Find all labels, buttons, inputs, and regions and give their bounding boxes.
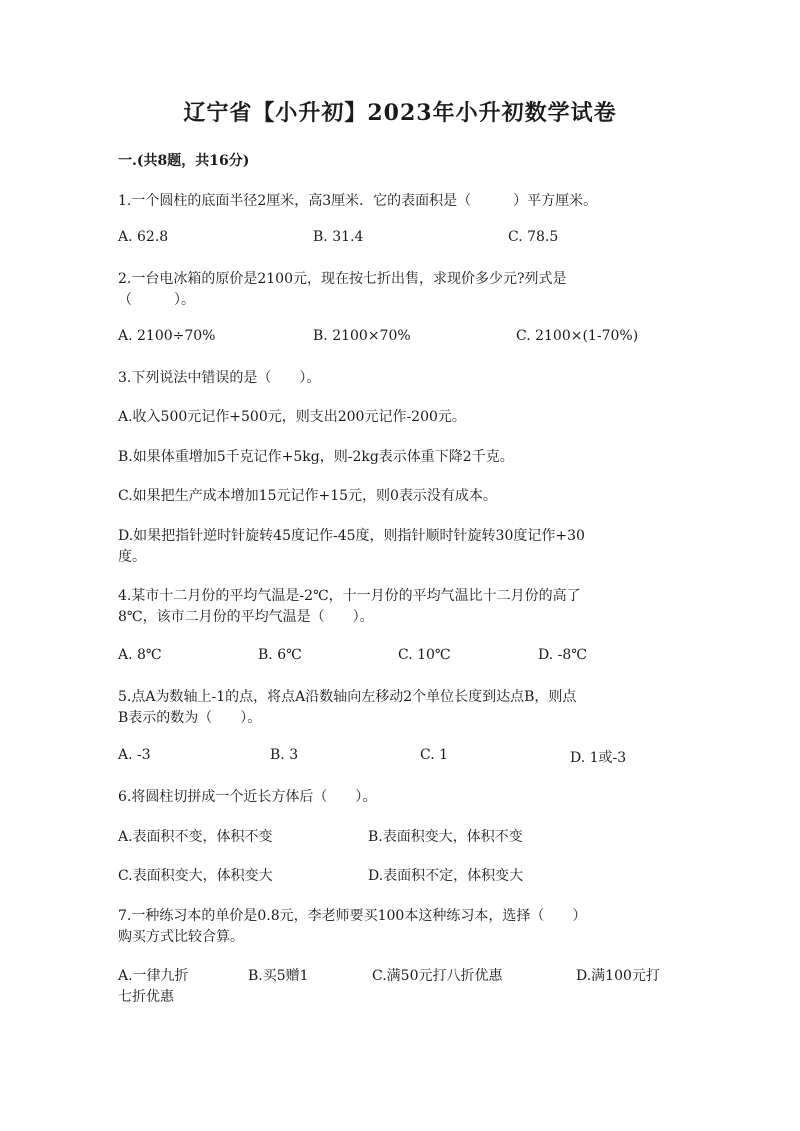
q2-option-c: C. 2100×(1-70%) (516, 328, 639, 344)
q6-option-b: B.表面积变大，体积不变 (368, 829, 523, 845)
exam-title: 辽宁省【小升初】2023年小升初数学试卷 (183, 100, 617, 126)
question-3-stem: 3.下列说法中错误的是（ ）。 (118, 370, 321, 386)
q3-option-d-line2: 度。 (118, 549, 146, 565)
question-4-stem-line2: 8℃，该市二月份的平均气温是（ ）。 (118, 609, 374, 625)
q5-option-d: D. 1或-3 (570, 750, 627, 766)
q5-option-b: B. 3 (270, 747, 299, 763)
question-4-stem-line1: 4.某市十二月份的平均气温是-2℃，十一月份的平均气温比十二月份的高了 (118, 588, 581, 604)
q1-option-b: B. 31.4 (313, 229, 364, 245)
q7-option-a: A.一律九折 (118, 968, 189, 984)
q3-option-d-line1: D.如果把指针逆时针旋转45度记作-45度，则指针顺时针旋转30度记作+30 (118, 528, 585, 544)
q1-option-a: A. 62.8 (118, 229, 169, 245)
q7-option-c: C.满50元打八折优惠 (372, 968, 503, 984)
q5-option-c: C. 1 (420, 747, 449, 763)
q4-option-d: D. -8℃ (538, 647, 587, 663)
question-6-stem: 6.将圆柱切拼成一个近长方体后（ ）。 (118, 789, 377, 805)
q7-option-d: D.满100元打 (576, 968, 660, 984)
q3-option-c: C.如果把生产成本增加15元记作+15元，则0表示没有成本。 (118, 488, 497, 504)
section-heading: 一.(共8题，共16分) (118, 153, 250, 169)
q4-option-a: A. 8℃ (118, 647, 162, 663)
q6-option-a: A.表面积不变，体积不变 (118, 829, 273, 845)
q4-option-c: C. 10℃ (398, 647, 451, 663)
question-2-stem-line2: （ ）。 (118, 292, 195, 308)
question-5-stem-line2: B表示的数为（ ）。 (118, 710, 262, 726)
q5-option-a: A. -3 (118, 747, 151, 763)
question-2-stem-line1: 2.一台电冰箱的原价是2100元，现在按七折出售，求现价多少元?列式是 (118, 271, 567, 287)
q7-option-b: B.买5赠1 (248, 968, 309, 984)
q6-option-d: D.表面积不定，体积变大 (368, 868, 524, 884)
question-5-stem-line1: 5.点A为数轴上-1的点，将点A沿数轴向左移动2个单位长度到达点B，则点 (118, 689, 577, 705)
q4-option-b: B. 6℃ (258, 647, 302, 663)
question-7-stem-line1: 7.一种练习本的单价是0.8元，李老师要买100本这种练习本，选择（ ） (118, 908, 587, 924)
q2-option-b: B. 2100×70% (313, 328, 411, 344)
q1-option-c: C. 78.5 (508, 229, 559, 245)
q2-option-a: A. 2100÷70% (118, 328, 216, 344)
q7-option-d-line2: 七折优惠 (118, 989, 174, 1005)
q6-option-c: C.表面积变大，体积变大 (118, 868, 273, 884)
q3-option-b: B.如果体重增加5千克记作+5kg，则-2kg表示体重下降2千克。 (118, 449, 514, 465)
q3-option-a: A.收入500元记作+500元，则支出200元记作-200元。 (118, 409, 466, 425)
question-7-stem-line2: 购买方式比较合算。 (118, 929, 244, 945)
question-1-stem: 1.一个圆柱的底面半径2厘米，高3厘米．它的表面积是（ ）平方厘米。 (118, 193, 598, 209)
